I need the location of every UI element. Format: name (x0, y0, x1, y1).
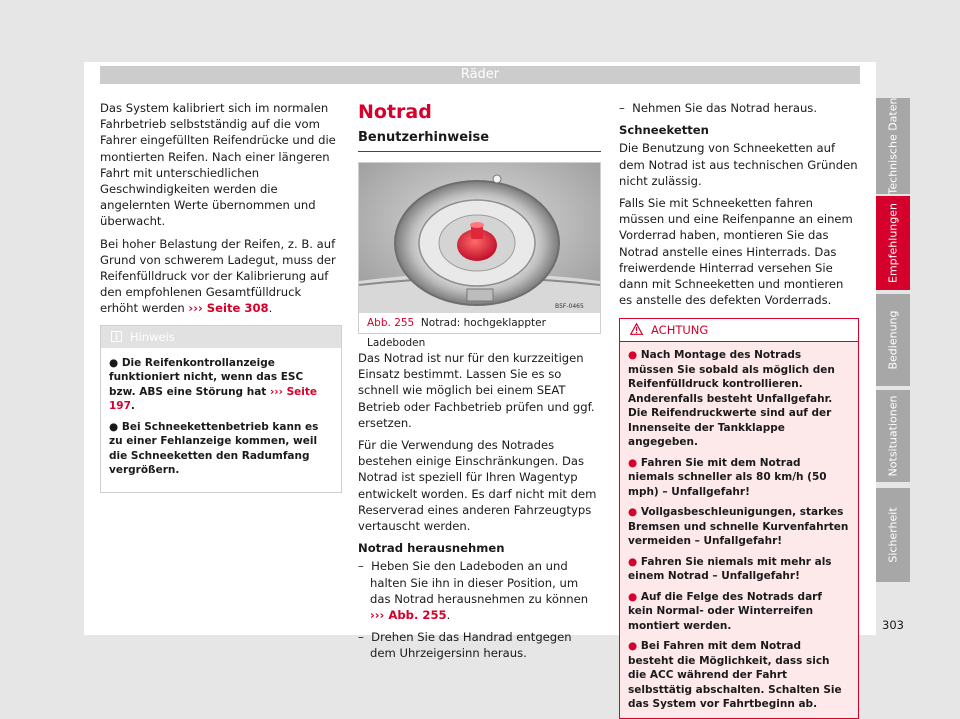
figure-label: Abb. 255 (367, 317, 415, 329)
note-title: Hinweis (130, 329, 175, 344)
tab-label: Sicherheit (886, 507, 900, 563)
paragraph (100, 236, 342, 317)
step-text: Heben Sie den Ladeboden an und halten Sie ihn in dieser Position, um das Notrad herausnehmen zu können (370, 559, 589, 606)
note-header (101, 326, 341, 348)
warning-item: ● Fahren Sie niemals mit mehr als einem Notrad – Unfallgefahr! (628, 555, 832, 583)
tab-label: Empfehlungen (886, 203, 900, 283)
tab-empfehlungen[interactable] (876, 196, 910, 290)
punctuation: . (130, 400, 135, 413)
tab-label: Notsituationen (886, 395, 900, 477)
note-item: ● Die Reifenkontrollanzeige funktioniert nicht, wenn das ESC bzw. ABS eine Störung hat ››› Seite 197. (109, 356, 318, 413)
step-text: Nehmen Sie das Notrad heraus. (632, 101, 818, 115)
paragraph: Die Benutzung von Schneeketten auf dem Notrad ist aus technischen Gründen nicht zulässig. (619, 141, 858, 188)
warning-item-text: Vollgasbeschleunigungen, starkes Bremsen und schnelle Kurvenfahrten vermeiden – Unfallgefahr! (628, 506, 849, 548)
figure-spare-wheel (358, 162, 601, 349)
warning-item-text: Fahren Sie niemals mit mehr als einem Notrad – Unfallgefahr! (628, 555, 832, 583)
warning-item: ● Auf die Felge des Notrads darf kein Normal- oder Winterreifen montiert werden. (628, 590, 822, 632)
note-item-text: Die Reifenkontrollanzeige funktioniert nicht, wenn das ESC bzw. ABS eine Störung hat (109, 356, 304, 398)
figure-caption (359, 313, 600, 349)
warning-triangle-icon (630, 323, 643, 335)
tab-label: Technische Daten (886, 97, 900, 195)
section-title: Notrad (358, 101, 432, 123)
paragraph: Das Notrad ist nur für den kurzzeitigen Einsatz bestimmt. Lassen Sie es so schnell wie möglich bei einem SEAT Betrieb oder Fachbetrieb prüfen und ggf. ersetzen. (358, 351, 595, 430)
step-item: – Heben Sie den Ladeboden an und halten Sie ihn in dieser Position, um das Notrad herausnehmen zu können ››› Abb. 255. (358, 559, 589, 623)
note-item-text: Bei Schneekettenbetrieb kann es zu einer Fehlanzeige kommen, weil die Schneeketten den Radumfang vergrößern. (109, 420, 319, 477)
column-left (100, 100, 342, 493)
page-reference-link[interactable]: ››› Seite 197 (109, 385, 318, 413)
warning-item: ● Bei Fahren mit dem Notrad besteht die Möglichkeit, dass sich die ACC während der Fahrt selbsttätig abschalten. Schalten Sie das System vor Fahrtbeginn ab. (628, 640, 842, 711)
figure-code: B5F-0465 (555, 303, 584, 310)
subheading: Notrad herausnehmen (358, 541, 505, 556)
column-right (619, 100, 859, 719)
punctuation: . (446, 608, 451, 623)
paragraph: Für die Verwendung des Notrades bestehen einige Einschränkungen. Das Notrad ist speziell für Ihren Wagentyp entwickelt worden. Es darf nicht mit dem Reserverad eines anderen Fahrzeugtyps vertauscht werden. (358, 438, 597, 534)
tab-label: Bedienung (886, 310, 900, 370)
page-reference-link[interactable]: ››› Seite 308 (188, 301, 269, 316)
warning-item-text: Nach Montage des Notrads müssen Sie sobald als möglich den Reifenfülldruck kontrollieren. Anderenfalls besteht Unfallgefahr. Die Reifendruckwerte sind auf der Innenseite der Tankklappe angegeben. (628, 349, 835, 449)
page-header: Räder (100, 66, 860, 84)
punctuation: . (268, 301, 273, 316)
step-text: Drehen Sie das Handrad entgegen dem Uhrzeigersinn heraus. (370, 630, 572, 661)
warning-item: ● Nach Montage des Notrads müssen Sie sobald als möglich den Reifenfülldruck kontrollieren. Anderenfalls besteht Unfallgefahr. Die Reifendruckwerte sind auf der Innenseite der Tankklappe angegeben. (628, 349, 835, 449)
warning-item-text: Bei Fahren mit dem Notrad besteht die Möglichkeit, dass sich die ACC während der Fahrt selbsttätig abschalten. Schalten Sie das System vor Fahrtbeginn ab. (628, 640, 842, 711)
tab-technische-daten[interactable] (876, 98, 910, 194)
paragraph: Das System kalibriert sich im normalen Fahrbetrieb selbstständig auf die vom Fahrer eingefüllten Reifendrücke und die montierten Reifen. Nach einer längeren Fahrt mit unterschiedlichen Geschwindigkeiten werden die angelernten Werte übernommen und überwacht. (100, 101, 336, 229)
info-icon (111, 331, 122, 342)
step-item: – Nehmen Sie das Notrad heraus. (619, 101, 818, 115)
warning-item: ● Fahren Sie mit dem Notrad niemals schneller als 80 km/h (50 mph) – Unfallgefahr! (628, 456, 827, 498)
column-middle (358, 100, 601, 668)
warning-title: ACHTUNG (651, 323, 709, 338)
warning-item: ● Vollgasbeschleunigungen, starkes Bremsen und schnelle Kurvenfahrten vermeiden – Unfallgefahr! (628, 506, 849, 548)
page-number: 303 (882, 618, 904, 632)
step-item: – Drehen Sie das Handrad entgegen dem Uhrzeigersinn heraus. (358, 630, 572, 661)
paragraph: Falls Sie mit Schneeketten fahren müssen und eine Reifenpanne an einem Vorderrad haben, montieren Sie das Notrad anstelle eines Hinterrads. Das freiwerdende Hinterrad versehen Sie dann mit Schneeketten und montieren es anstelle des defekten Vorderrads. (619, 196, 853, 308)
note-body (101, 348, 341, 492)
subheading: Schneeketten (619, 123, 709, 138)
note-item: ● Bei Schneekettenbetrieb kann es zu einer Fehlanzeige kommen, weil die Schneeketten den Radumfang vergrößern. (109, 420, 319, 477)
tab-sicherheit[interactable] (876, 488, 910, 582)
warning-item-text: Fahren Sie mit dem Notrad niemals schneller als 80 km/h (50 mph) – Unfallgefahr! (628, 456, 827, 498)
tab-notsituationen[interactable] (876, 390, 910, 482)
note-box (100, 325, 342, 493)
figure-reference-link[interactable]: ››› Abb. 255 (370, 608, 447, 623)
warning-box (619, 318, 859, 719)
section-subtitle: Benutzerhinweise (358, 129, 601, 152)
figure-caption-text: Notrad: hochgeklappter Ladeboden (367, 317, 546, 349)
tab-bedienung[interactable] (876, 294, 910, 386)
paragraph-text: Bei hoher Belastung der Reifen, z. B. auf Grund von schwerem Ladegut, muss der Reifenfülldruck vor der Kalibrierung auf den empfohlenen Gesamtfülldruck erhöht werden (100, 236, 336, 316)
spare-wheel-illustration (359, 163, 600, 313)
warning-item-text: Auf die Felge des Notrads darf kein Normal- oder Winterreifen montiert werden. (628, 590, 822, 632)
warning-body (620, 342, 858, 718)
warning-header (620, 319, 858, 342)
